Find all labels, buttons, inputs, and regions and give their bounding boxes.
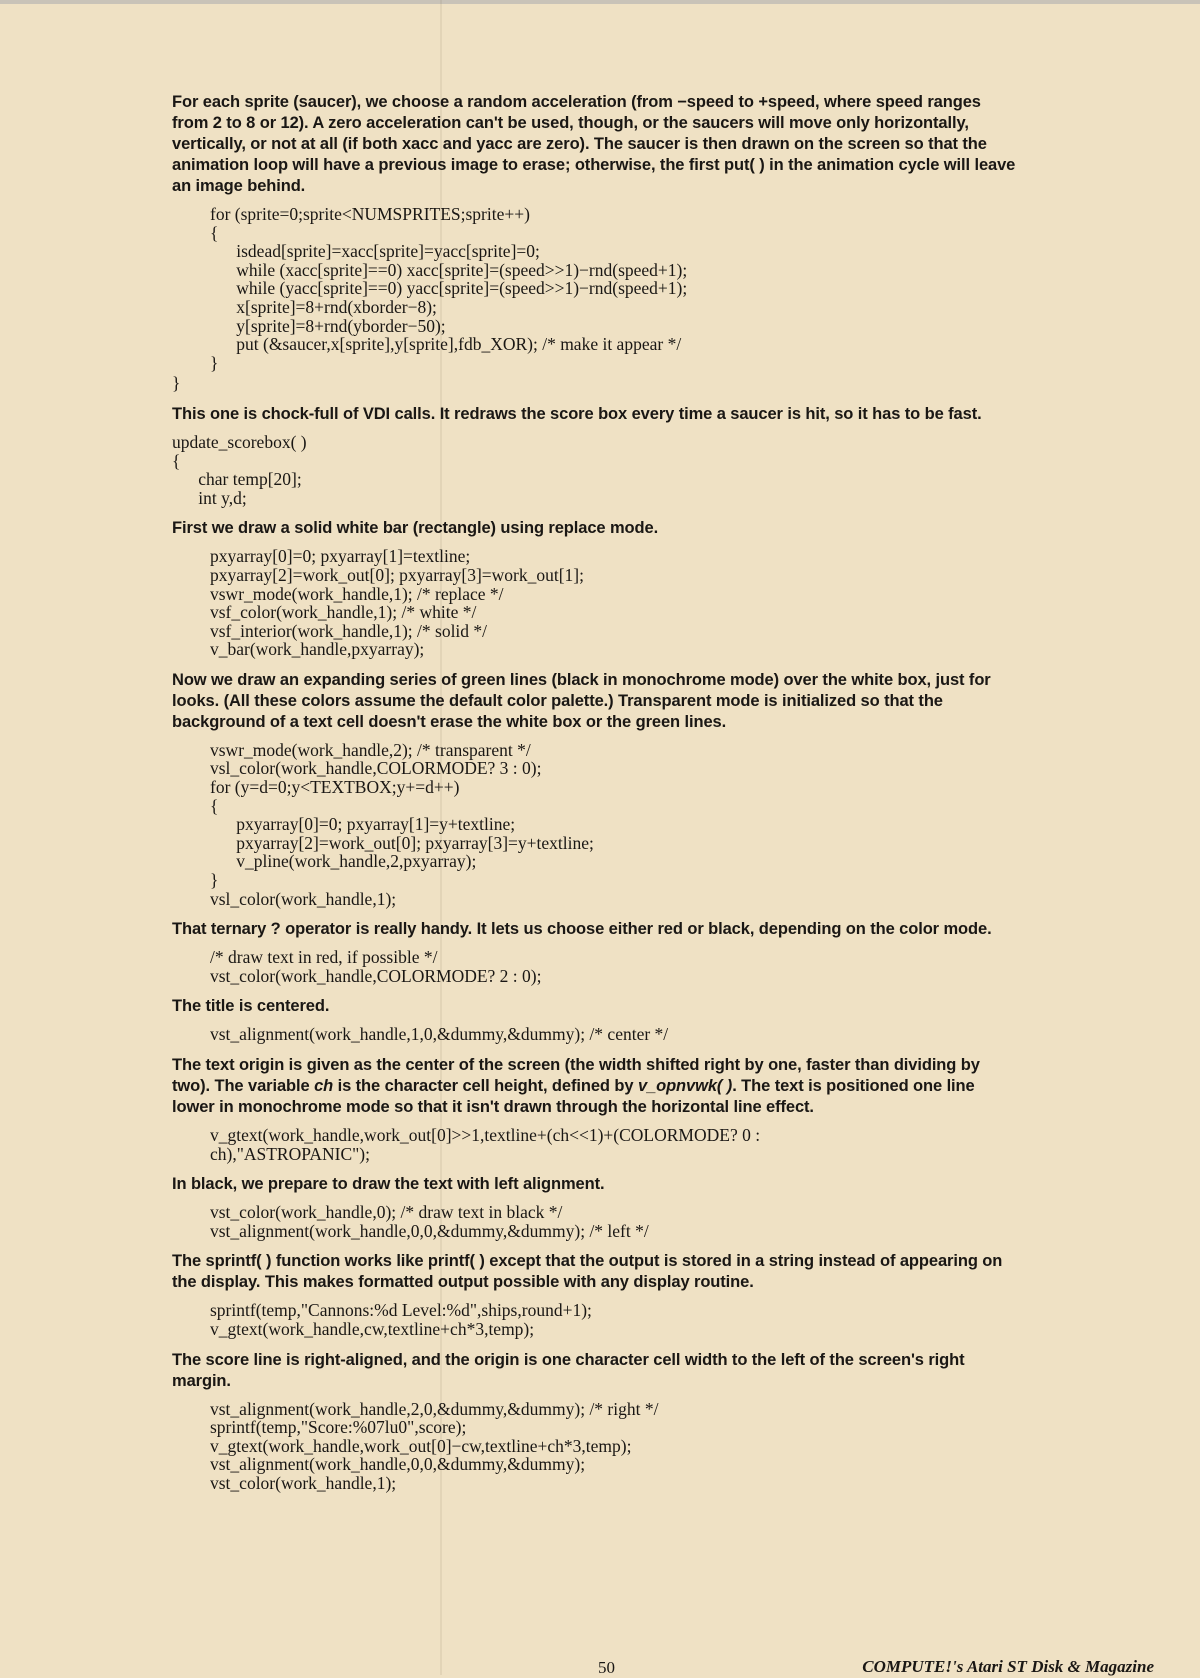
code-green-lines: vswr_mode(work_handle,2); /* transparent */ vsl_color(work_handle,COLORMODE? 3 : 0); for (y=d=0;y<TEXTBOX;y+=d++) { pxyarray[0]=0; pxyarray[1]=y+textline; pxyarray[2]=work_out[0]; pxyarray[3]=y+textline; v_pline(work_handle,2,pxyarray); } vsl_color(work_handle,1); <box>210 739 594 909</box>
paragraph-sprintf: The sprintf( ) function works like printf( ) except that the output is stored in a string instead of appearing on the display. This makes formatted output possible with any display routine. <box>172 1252 1003 1292</box>
code-update-scorebox: update_scorebox( ) { char temp[20]; int y,d; <box>172 431 307 508</box>
code-sprintf: sprintf(temp,"Cannons:%d Level:%d",ships,round+1); v_gtext(work_handle,cw,textline+ch*3,temp); <box>210 1300 592 1339</box>
page-number: 50 <box>598 1658 615 1677</box>
code-score-line: vst_alignment(work_handle,2,0,&dummy,&dummy); /* right */ sprintf(temp,"Score:%07lu0",score); v_gtext(work_handle,work_out[0]−cw,textline+ch*3,temp); vst_alignment(work_handle,0,0,&dummy,&dummy); vst_color(work_handle,1); <box>210 1398 659 1493</box>
code-white-bar: pxyarray[0]=0; pxyarray[1]=textline; pxyarray[2]=work_out[0]; pxyarray[3]=work_out[1]; vswr_mode(work_handle,1); /* replace */ vsf_color(work_handle,1); /* white */ vsf_interior(work_handle,1); /* solid */ v_bar(work_handle,pxyarray); <box>210 546 584 660</box>
magazine-title: COMPUTE!'s Atari ST Disk & Magazine <box>862 1657 1154 1676</box>
paragraph-white-bar: First we draw a solid white bar (rectangle) using replace mode. <box>172 519 659 538</box>
code-left-alignment: vst_color(work_handle,0); /* draw text in black */ vst_alignment(work_handle,0,0,&dummy,&dummy); /* left */ <box>210 1202 649 1241</box>
code-red-text: /* draw text in red, if possible */ vst_color(work_handle,COLORMODE? 2 : 0); <box>210 947 542 986</box>
function-v-opnvwk: v_opnvwk( ) <box>637 1077 733 1095</box>
paragraph-sprite-init: For each sprite (saucer), we choose a random acceleration (from −speed to +speed, where speed ranges from 2 to 8 or 12). A zero acceleration can't be used, though, or the saucers will move only horizontally, vertically, or not at all (if both xacc and yacc are zero). The saucer is then drawn on the screen so that the animation loop will have a previous image to erase; otherwise, the first put( ) in the animation cycle will leave an image behind. <box>172 93 1016 195</box>
page-footer <box>0 1657 1200 1678</box>
paragraph-score-line: The score line is right-aligned, and the origin is one character cell width to the left of the screen's right margin. <box>172 1350 965 1390</box>
paragraph-green-lines: Now we draw an expanding series of green lines (black in monochrome mode) over the white box, just for looks. (All these colors assume the default color palette.) Transparent mode is initialized so that the background of a text cell doesn't erase the white box or the green lines. <box>172 670 991 731</box>
paragraph-ternary: That ternary ? operator is really handy. It lets us choose either red or black, depending on the color mode. <box>172 920 992 939</box>
code-gtext-title: v_gtext(work_handle,work_out[0]>>1,textline+(ch<<1)+(COLORMODE? 0 : ch),"ASTROPANIC"); <box>210 1125 761 1164</box>
paragraph-vdi-calls: This one is chock-full of VDI calls. It redraws the score box every time a saucer is hit, so it has to be fast. <box>172 404 982 423</box>
code-close-brace: } <box>172 373 181 394</box>
code-sprite-loop: for (sprite=0;sprite<NUMSPRITES;sprite++) { isdead[sprite]=xacc[sprite]=yacc[sprite]=0; while (xacc[sprite]==0) xacc[sprite]=(speed>>1)−rnd(speed+1); while (yacc[sprite]==0) yacc[sprite]=(speed>>1)−rnd(speed+1); x[sprite]=8+rnd(xborder−8); y[sprite]=8+rnd(yborder−50); put (&saucer,x[sprite],y[sprite],fdb_XOR); /* make it appear */ } <box>210 204 688 373</box>
variable-ch: ch <box>314 1077 334 1095</box>
code-center-alignment: vst_alignment(work_handle,1,0,&dummy,&dummy); /* center */ <box>210 1024 669 1045</box>
paragraph-text-origin: The text origin is given as the center of the screen (the width shifted right by one, faster than dividing by two). The variable ch is the character cell height, defined by v_opnvwk( ). The text is positioned one line lower in monochrome mode so that it isn't drawn through the horizontal line effect. <box>172 1056 980 1116</box>
paragraph-title-centered: The title is centered. <box>172 997 330 1016</box>
top-edge <box>0 0 1200 4</box>
paragraph-black-left: In black, we prepare to draw the text with left alignment. <box>172 1175 605 1194</box>
article-body <box>172 92 1020 1504</box>
